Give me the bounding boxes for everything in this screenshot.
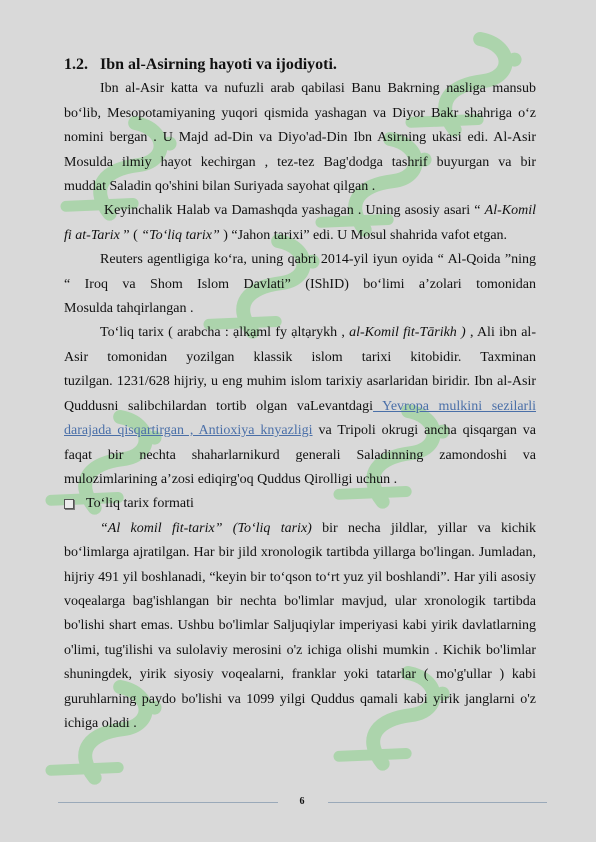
italic-run: al-Komil fit-Tārikh ) (349, 325, 466, 341)
section-heading (64, 53, 536, 77)
text-line (64, 663, 536, 687)
text-line (64, 370, 536, 394)
text-line (64, 273, 536, 297)
text-line (64, 151, 536, 175)
hyperlink[interactable]: darajada qisqartirgan , Antioxiya knyazligi (64, 423, 313, 439)
italic-run: “Al komil fit-tarix” (To‘liq tarix) (100, 520, 312, 536)
text-run: o'limi, tug'ilishi va sulolaviy merosini o'z ichiga olishi mumkin . Kichik bo'limlar (64, 642, 536, 658)
text-run: Mosulda ilmiy hayot kechirgan , tez-tez Bag'dodga tashrif buyurgan va bir (64, 154, 536, 170)
text-run: bo‘limlarga ajratilgan. Har bir jild xronologik tartibda yillarga bo'lingan. Jumladan, (64, 545, 536, 561)
list-item-text: To‘liq tarix formati (86, 496, 194, 512)
text-run: hijriy 491 yil boshlanadi, “keyin bir to‘qson to‘rt yuz yil boshlandi”. Har yili asosiy (64, 569, 536, 585)
text-line (64, 248, 536, 272)
text-run: muddat Saladin qo'shini bilan Suriyada sayohat qilgan . (64, 179, 376, 195)
text-line (64, 517, 536, 541)
text-run: tuzilgan. 1231/628 hijriy, u eng muhim islom tarixiy asarlaridan biridir. Ibn al-Asir (64, 374, 536, 390)
text-run: Quddusni salibchilardan tortib olgan vaLevantdagi (64, 398, 374, 414)
text-line (64, 321, 536, 345)
text-line (64, 688, 536, 712)
text-run: Keyinchalik Halab va Damashqda yashagan . Uning asosiy asari “ (104, 203, 485, 219)
text-line (64, 77, 536, 101)
text-run: “ Iroq va Shom Islom Davlati” (IShID) bo‘limi a’zolari tomonidan (64, 276, 536, 292)
text-run: mulozimlarining a’zosi ediqirg'oq Quddus Qirolligi uchun . (64, 471, 398, 487)
text-run: shuningdek, yirik siyosiy voqealarni, franklar yoki tatarlar ( mo'g'ullar ) kabi (64, 667, 536, 683)
text-run: bo‘lib, Mesopotamiyaning yuqori qismida yashagan va Diyor Bakr shahriga o‘z (64, 105, 536, 121)
text-line (64, 444, 536, 468)
text-run: Ibn al-Asir katta va nufuzli arab qabilasi Banu Bakrning nasliga mansub (100, 81, 536, 97)
text-run: ) “Jahon tarixi” edi. U Mosul shahrida vafot etgan. (219, 227, 508, 243)
italic-run: fi at-Tarix (64, 227, 120, 243)
page-number: 6 (299, 796, 305, 807)
text-line (64, 102, 536, 126)
list-item (64, 492, 536, 516)
paragraph (64, 77, 536, 199)
paragraph (64, 199, 536, 248)
text-run: faqat bir nechta shaharlarnikurd generali Saladinning zamondoshi va (64, 447, 536, 463)
text-line (64, 346, 536, 370)
text-run: Reuters agentligiga ko‘ra, uning qabri 2014-yil iyun oyida “ Al-Qoida ”ning (100, 252, 536, 268)
text-line (64, 590, 536, 614)
paragraph (64, 517, 536, 737)
text-run: Mosulda tahqirlangan . (64, 301, 194, 317)
text-run: bo'lishi shart emas. Ushbu bo'limlar Saljuqiylar imperiyasi kabi yirik davlatlarning (64, 618, 536, 634)
text-run: To‘liq tarix ( arabcha : ạlkạml fy ạltạrykh , (100, 325, 350, 341)
text-run: guruhlarning paydo bo'lishi va 1099 yilgi Quddus qamali kabi yirik janglarni o'z (64, 691, 536, 707)
text-line (64, 126, 536, 150)
text-run: Asir tomonidan yozilgan klassik islom tarixi kitobidir. Taxminan (64, 349, 536, 365)
text-line (64, 639, 536, 663)
section-title: Ibn al-Asirning hayoti va ijodiyoti. (100, 56, 337, 73)
text-run: , Ali ibn al- (465, 325, 536, 341)
text-line (64, 175, 536, 199)
text-line (64, 224, 536, 248)
footer-rule-right (328, 802, 547, 803)
text-line (64, 468, 536, 492)
text-run: va Tripoli okrugi ancha qisqargan va (312, 423, 536, 439)
paragraph (64, 248, 536, 321)
paragraph (64, 321, 536, 492)
text-run: ” ( (119, 227, 142, 243)
text-line (64, 199, 536, 223)
section-number: 1.2. (64, 56, 88, 73)
square-bullet-icon (64, 499, 74, 509)
text-run: voqealarga bag'ishlangan bir nechta bo'limlar mavjud, ular xronologik tartibda (64, 593, 536, 609)
italic-run: “To‘liq tarix” (141, 227, 220, 243)
text-line (64, 297, 536, 321)
text-run: bir necha jildlar, yillar va kichik (311, 520, 536, 536)
text-line (64, 566, 536, 590)
text-run: ichiga oladi . (64, 715, 137, 731)
text-line (64, 541, 536, 565)
footer-rule-left (58, 802, 278, 803)
hyperlink[interactable]: Yevropa mulkini sezilarli (373, 398, 537, 414)
page-content (64, 53, 536, 736)
text-run: nomini bergan . U Majd ad-Din va Diyo'ad-Din Ibn Asirning ukasi edi. Al-Asir (64, 130, 536, 146)
text-line (64, 419, 536, 443)
text-line (64, 712, 536, 736)
text-line (64, 614, 536, 638)
italic-run: Al-Komil (484, 203, 536, 219)
text-line (64, 395, 536, 419)
